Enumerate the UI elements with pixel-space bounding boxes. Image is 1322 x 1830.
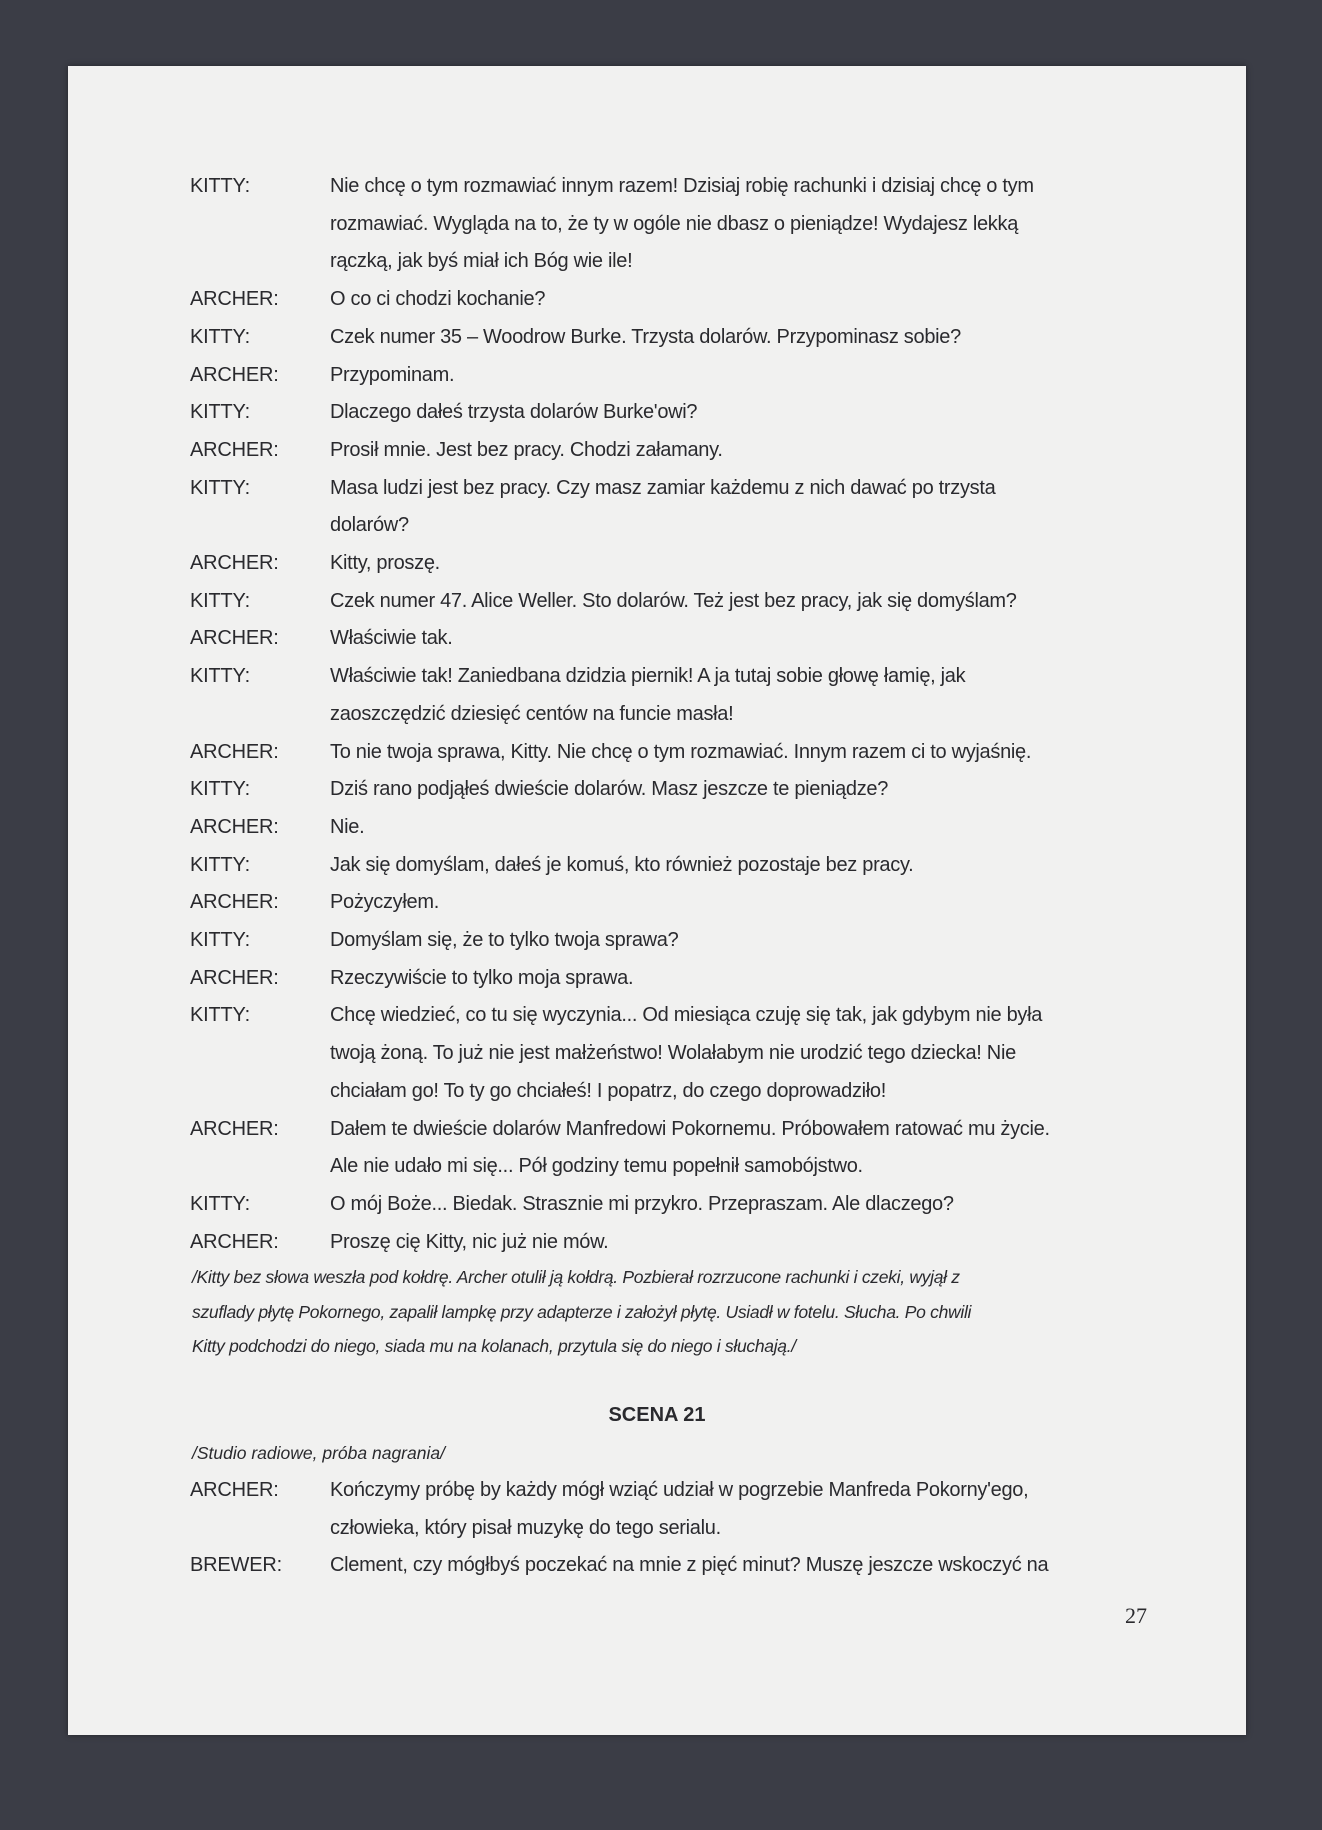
dialogue-line: Dziś rano podjąłeś dwieście dolarów. Masz jeszcze te pieniądze?	[330, 778, 889, 801]
speaker-name: ARCHER:	[190, 1117, 279, 1140]
speaker-name: ARCHER:	[190, 815, 279, 838]
speaker-name: KITTY:	[190, 1004, 250, 1027]
dialogue-line: Czek numer 47. Alice Weller. Sto dolarów. Też jest bez pracy, jak się domyślam?	[330, 589, 1017, 612]
dialogue-entry	[190, 809, 1190, 847]
speaker-name: KITTY:	[190, 401, 250, 424]
speaker-name: ARCHER:	[190, 966, 279, 989]
dialogue-line: chciałam go! To ty go chciałeś! I popatrz, do czego doprowadziło!	[330, 1079, 887, 1102]
dialogue-line: Dlaczego dałeś trzysta dolarów Burke'owi?	[330, 401, 698, 424]
dialogue-line: zaoszczędzić dziesięć centów na funcie masła!	[330, 702, 734, 725]
dialogue-entry	[190, 545, 1190, 583]
speaker-name: ARCHER:	[190, 288, 279, 311]
dialogue-line: Chcę wiedzieć, co tu się wyczynia... Od miesiąca czuję się tak, jak gdybym nie była	[330, 1004, 1043, 1027]
speaker-name: ARCHER:	[190, 552, 279, 575]
dialogue-entry	[190, 847, 1190, 885]
dialogue-line: Pożyczyłem.	[330, 891, 439, 914]
speaker-name: ARCHER:	[190, 627, 279, 650]
dialogue-entry	[190, 319, 1190, 357]
speaker-name: KITTY:	[190, 175, 250, 197]
stage-direction	[192, 1260, 1172, 1364]
dialogue-line: To nie twoja sprawa, Kitty. Nie chcę o tym rozmawiać. Innym razem ci to wyjaśnię.	[330, 740, 1032, 763]
speaker-name: KITTY:	[190, 1192, 250, 1215]
dialogue-line: Czek numer 35 – Woodrow Burke. Trzysta dolarów. Przypominasz sobie?	[330, 325, 961, 348]
dialogue-line: twoją żoną. To już nie jest małżeństwo! Wolałabym nie urodzić tego dziecka! Nie	[330, 1042, 1016, 1065]
dialogue-entry	[190, 960, 1190, 998]
dialogue-line: Jak się domyślam, dałeś je komuś, kto również pozostaje bez pracy.	[330, 853, 914, 876]
dialogue-entry	[190, 1111, 1190, 1186]
dialogue-entry	[190, 658, 1190, 733]
dialogue-entry	[190, 470, 1190, 545]
dialogue-line: człowieka, który pisał muzykę do tego serialu.	[330, 1516, 721, 1539]
scene-setting: /Studio radiowe, próba nagrania/	[192, 1443, 445, 1463]
speaker-name: KITTY:	[190, 929, 250, 952]
dialogue-line: Masa ludzi jest bez pracy. Czy masz zamiar każdemu z nich dawać po trzysta	[330, 476, 996, 499]
dialogue-entry	[190, 771, 1190, 809]
dialogue-line: Nie chcę o tym rozmawiać innym razem! Dzisiaj robię rachunki i dzisiaj chcę o tym	[330, 175, 1034, 197]
speaker-name: KITTY:	[190, 778, 250, 801]
speaker-name: KITTY:	[190, 325, 250, 348]
dialogue-entry	[190, 1472, 1190, 1547]
speaker-name: ARCHER:	[190, 438, 279, 461]
speaker-name: BREWER:	[190, 1554, 282, 1576]
dialogue-line: rączką, jak byś miał ich Bóg wie ile!	[330, 250, 633, 273]
dialogue-line: O co ci chodzi kochanie?	[330, 288, 546, 311]
dialogue-entry	[190, 432, 1190, 470]
speaker-name: ARCHER:	[190, 891, 279, 914]
dialogue-line: Właściwie tak! Zaniedbana dzidzia piernik! A ja tutaj sobie głowę łamię, jak	[330, 665, 966, 688]
speaker-name: ARCHER:	[190, 740, 279, 763]
dialogue-line: Rzeczywiście to tylko moja sprawa.	[330, 966, 634, 989]
scene-title: SCENA 21	[608, 1404, 706, 1426]
dialogue-line: Proszę cię Kitty, nic już nie mów.	[330, 1230, 609, 1253]
dialogue-entry	[190, 281, 1190, 319]
speaker-name: KITTY:	[190, 665, 250, 688]
dialogue-entry	[190, 357, 1190, 395]
speaker-name: KITTY:	[190, 476, 250, 499]
dialogue-entry	[190, 884, 1190, 922]
page-number: 27	[1125, 1603, 1147, 1628]
dialogue-line: Kończymy próbę by każdy mógł wziąć udział w pogrzebie Manfreda Pokorny'ego,	[330, 1479, 1029, 1501]
dialogue-block-2	[190, 1472, 1190, 1585]
dialogue-entry	[190, 1224, 1190, 1262]
dialogue-line: Prosił mnie. Jest bez pracy. Chodzi załamany.	[330, 438, 723, 461]
dialogue-line: Kitty, proszę.	[330, 552, 440, 575]
dialogue-entry	[190, 922, 1190, 960]
dialogue-line: O mój Boże... Biedak. Strasznie mi przykro. Przepraszam. Ale dlaczego?	[330, 1192, 954, 1215]
dialogue-entry	[190, 583, 1190, 621]
dialogue-entry	[190, 1186, 1190, 1224]
dialogue-line: Domyślam się, że to tylko twoja sprawa?	[330, 929, 679, 952]
dialogue-line: Ale nie udało mi się... Pół godziny temu popełnił samobójstwo.	[330, 1155, 863, 1178]
dialogue-entry	[190, 734, 1190, 772]
dialogue-line: Nie.	[330, 815, 365, 838]
stage-direction-line: szuflady płytę Pokornego, zapalił lampkę przy adapterze i założył płytę. Usiadł w fotelu. Słucha. Po chwili	[192, 1301, 972, 1322]
dialogue-line: Przypominam.	[330, 363, 455, 386]
stage-direction-line: Kitty podchodzi do niego, siada mu na kolanach, przytula się do niego i słuchają./	[192, 1336, 796, 1357]
dialogue-entry	[190, 620, 1190, 658]
dialogue-line: rozmawiać. Wygląda na to, że ty w ogóle nie dbasz o pieniądze! Wydajesz lekką	[330, 212, 1019, 235]
speaker-name: ARCHER:	[190, 1479, 279, 1501]
dialogue-line: Clement, czy mógłbyś poczekać na mnie z pięć minut? Muszę jeszcze wskoczyć na	[330, 1554, 1049, 1576]
dialogue-line: dolarów?	[330, 514, 409, 537]
dialogue-line: Dałem te dwieście dolarów Manfredowi Pokornemu. Próbowałem ratować mu życie.	[330, 1117, 1050, 1140]
dialogue-entry	[190, 1547, 1190, 1585]
dialogue-line: Właściwie tak.	[330, 627, 453, 650]
speaker-name: ARCHER:	[190, 363, 279, 386]
dialogue-entry	[190, 394, 1190, 432]
dialogue-block	[190, 168, 1190, 1261]
speaker-name: KITTY:	[190, 853, 250, 876]
stage-direction-line: /Kitty bez słowa weszła pod kołdrę. Archer otulił ją kołdrą. Pozbierał rozrzucone rachunki i czeki, wyjął z	[192, 1267, 960, 1287]
dialogue-entry	[190, 168, 1190, 281]
dialogue-entry	[190, 997, 1190, 1110]
speaker-name: ARCHER:	[190, 1230, 279, 1253]
speaker-name: KITTY:	[190, 589, 250, 612]
